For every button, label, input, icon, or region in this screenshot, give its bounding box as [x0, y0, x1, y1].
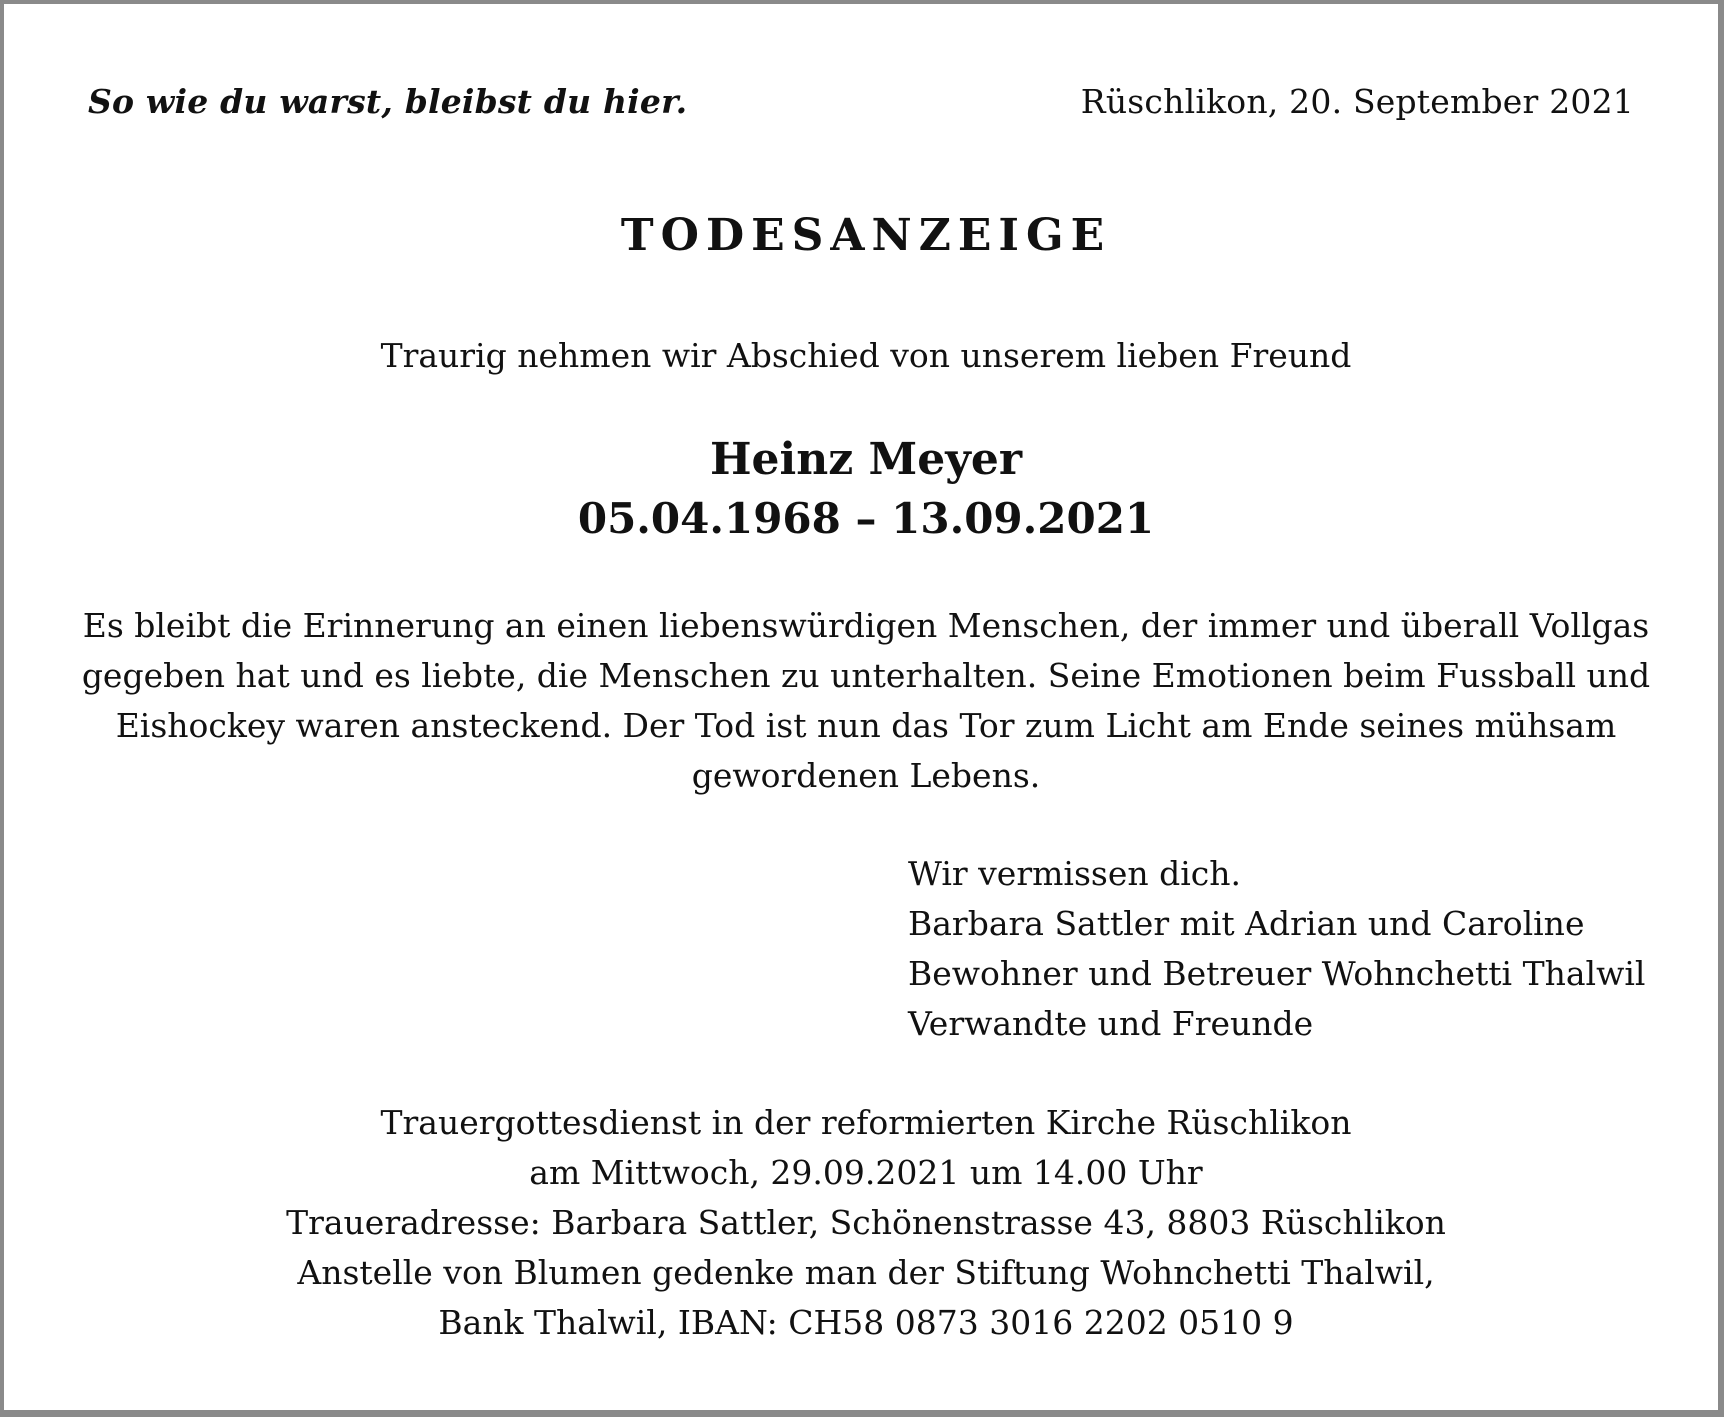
memory-line: gegeben hat und es liebte, die Menschen zu unterhalten. Seine Emotionen beim Fussball und [81, 656, 1651, 695]
signature-line: Barbara Sattler mit Adrian und Caroline [908, 904, 1585, 943]
service-info [4, 1098, 1724, 1348]
deceased-name: Heinz Meyer [709, 434, 1023, 485]
memory-line: gewordenen Lebens. [691, 756, 1041, 795]
signature-line: Verwandte und Freunde [908, 1004, 1314, 1043]
intro-text: Traurig nehmen wir Abschied von unserem lieben Freund [380, 336, 1352, 375]
signature-line: Wir vermissen dich. [908, 854, 1241, 893]
memory-paragraph [64, 601, 1668, 801]
notice-title: TODESANZEIGE [620, 210, 1112, 261]
service-line: Bank Thalwil, IBAN: CH58 0873 3016 2202 0510 9 [438, 1303, 1294, 1342]
signature-block [908, 849, 1645, 1049]
notice-header [88, 82, 1634, 126]
signature-line: Bewohner und Betreuer Wohnchetti Thalwil [908, 954, 1646, 993]
service-line: am Mittwoch, 29.09.2021 um 14.00 Uhr [529, 1153, 1203, 1192]
place-date: Rüschlikon, 20. September 2021 [1080, 82, 1634, 121]
service-line: Anstelle von Blumen gedenke man der Stiftung Wohnchetti Thalwil, [297, 1253, 1435, 1292]
memory-line: Eishockey waren ansteckend. Der Tod ist nun das Tor zum Licht am Ende seines mühsam [115, 706, 1617, 745]
life-dates: 05.04.1968 – 13.09.2021 [577, 494, 1155, 543]
motto: So wie du warst, bleibst du hier. [88, 82, 688, 121]
service-line: Trauergottesdienst in der reformierten Kirche Rüschlikon [380, 1103, 1352, 1142]
memory-line: Es bleibt die Erinnerung an einen liebenswürdigen Menschen, der immer und überall Vollgas [82, 606, 1650, 645]
service-line: Traueradresse: Barbara Sattler, Schönenstrasse 43, 8803 Rüschlikon [286, 1203, 1446, 1242]
